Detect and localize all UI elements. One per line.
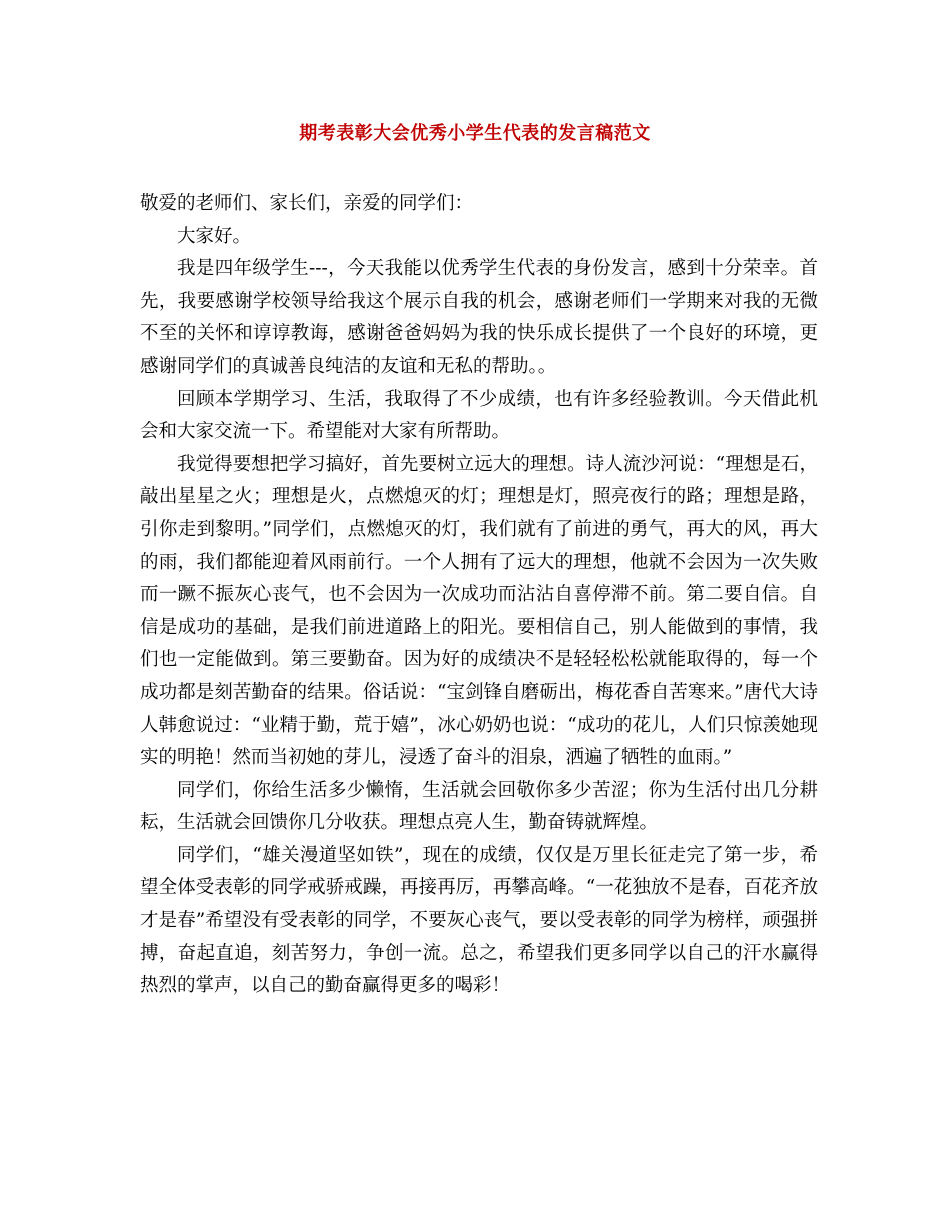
- paragraph-introduction: 我是四年级学生---，今天我能以优秀学生代表的身份发言，感到十分荣幸。首先，我要感谢学校领导给我这个展示自我的机会，感谢老师们一学期来对我的无微不至的关怀和谆谆教诲，感谢爸爸妈妈为我的快乐成长提供了一个良好的环境，更感谢同学们的真诚善良纯洁的友谊和无私的帮助。。: [140, 258, 818, 377]
- paragraph-salutation: 敬爱的老师们、家长们，亲爱的同学们：: [140, 193, 474, 214]
- document-title: 期考表彰大会优秀小学生代表的发言稿范文: [299, 123, 651, 144]
- paragraph-greeting: 大家好。: [177, 225, 252, 247]
- document-body: [140, 188, 818, 1003]
- paragraph-review: 回顾本学期学习、生活，我取得了不少成绩，也有许多经验教训。今天借此机会和大家交流一下。希望能对大家有所帮助。: [140, 388, 818, 443]
- paragraph-conclusion: 同学们，“雄关漫道坚如铁”，现在的成绩，仅仅是万里长征走完了第一步，希望全体受表彰的同学戒骄戒躁，再接再厉，再攀高峰。“一花独放不是春，百花齐放才是春”希望没有受表彰的同学，不要灰心丧气，要以受表彰的同学为榜样，顽强拼搏，奋起直追，刻苦努力，争创一流。总之，希望我们更多同学以自己的汗水赢得热烈的掌声，以自己的勤奋赢得更多的喝彩！: [140, 844, 818, 997]
- paragraph-experience: 我觉得要想把学习搞好，首先要树立远大的理想。诗人流沙河说：“理想是石，敲出星星之火；理想是火，点燃熄灭的灯；理想是灯，照亮夜行的路；理想是路，引你走到黎明。”同学们，点燃熄灭的灯，我们就有了前进的勇气，再大的风，再大的雨，我们都能迎着风雨前行。一个人拥有了远大的理想，他就不会因为一次失败而一蹶不振灰心丧气，也不会因为一次成功而沾沾自喜停滞不前。第二要自信。自信是成功的基础，是我们前进道路上的阳光。要相信自己，别人能做到的事情，我们也一定能做到。第三要勤奋。因为好的成绩决不是轻轻松松就能取得的，每一个成功都是刻苦勤奋的结果。俗话说：“宝剑锋自磨砺出，梅花香自苦寒来。”唐代大诗人韩愈说过：“业精于勤，荒于嬉”，冰心奶奶也说：“成功的花儿，人们只惊羡她现实的明艳！然而当初她的芽儿，浸透了奋斗的泪泉，洒遍了牺牲的血雨。”: [140, 453, 818, 769]
- paragraph-reflection: 同学们，你给生活多少懒惰，生活就会回敬你多少苦涩；你为生活付出几分耕耘，生活就会回馈你几分收获。理想点亮人生，勤奋铸就辉煌。: [140, 779, 818, 834]
